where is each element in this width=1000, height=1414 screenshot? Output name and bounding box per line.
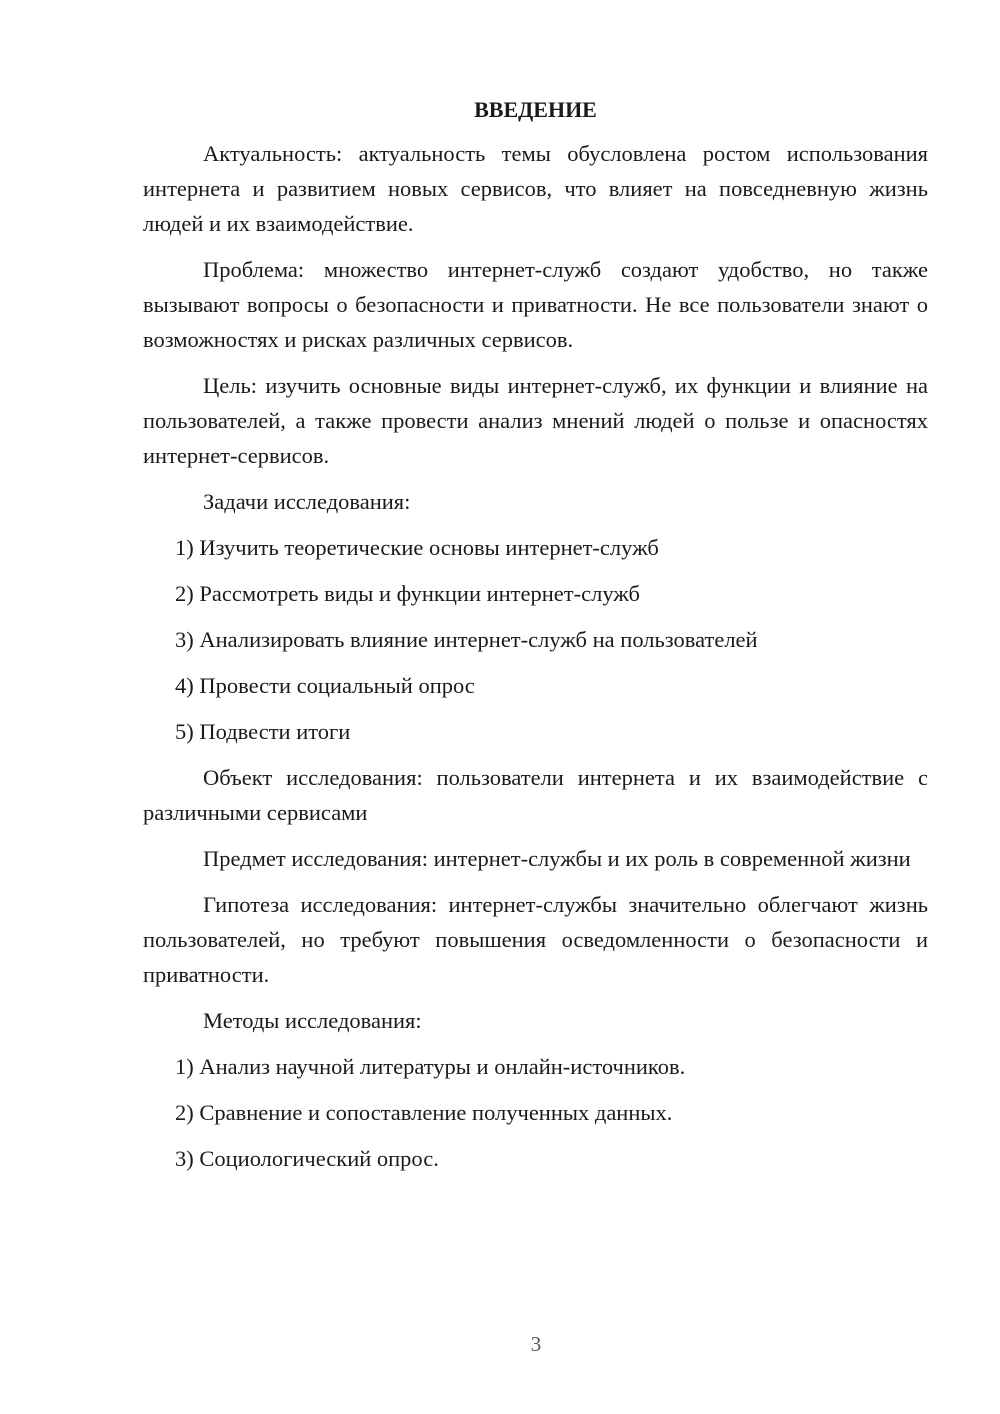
methods-list <box>143 1049 928 1176</box>
list-item: 3) Социологический опрос. <box>175 1146 439 1171</box>
hypothesis-paragraph: Гипотеза исследования: интернет-службы значительно облегчают жизнь пользователей, но требуют повышения осведомленности о безопасности и приватности. <box>143 892 928 987</box>
list-item: 1) Изучить теоретические основы интернет-служб <box>175 535 659 560</box>
page-content <box>143 90 928 1187</box>
list-item: 3) Анализировать влияние интернет-служб на пользователей <box>175 627 758 652</box>
tasks-list <box>143 530 928 749</box>
goal-paragraph: Цель: изучить основные виды интернет-служб, их функции и влияние на пользователей, а также провести анализ мнений людей о пользе и опасностях интернет-сервисов. <box>143 373 928 468</box>
problem-paragraph: Проблема: множество интернет-служб создают удобство, но также вызывают вопросы о безопасности и приватности. Не все пользователи знают о возможностях и рисках различных сервисов. <box>143 257 928 352</box>
subject-paragraph: Предмет исследования: интернет-службы и их роль в современной жизни <box>203 846 911 871</box>
object-paragraph: Объект исследования: пользователи интернета и их взаимодействие с различными сервисами <box>143 765 928 825</box>
tasks-label: Задачи исследования: <box>203 489 411 514</box>
list-item: 2) Сравнение и сопоставление полученных данных. <box>175 1100 673 1125</box>
section-heading: ВВЕДЕНИЕ <box>474 97 597 122</box>
list-item: 4) Провести социальный опрос <box>175 673 475 698</box>
methods-label: Методы исследования: <box>203 1008 422 1033</box>
list-item: 2) Рассмотреть виды и функции интернет-служб <box>175 581 640 606</box>
list-item: 5) Подвести итоги <box>175 719 351 744</box>
page-number: 3 <box>530 1332 542 1356</box>
relevance-paragraph: Актуальность: актуальность темы обусловлена ростом использования интернета и развитием новых сервисов, что влияет на повседневную жизнь людей и их взаимодействие. <box>143 141 928 236</box>
list-item: 1) Анализ научной литературы и онлайн-источников. <box>175 1054 686 1079</box>
